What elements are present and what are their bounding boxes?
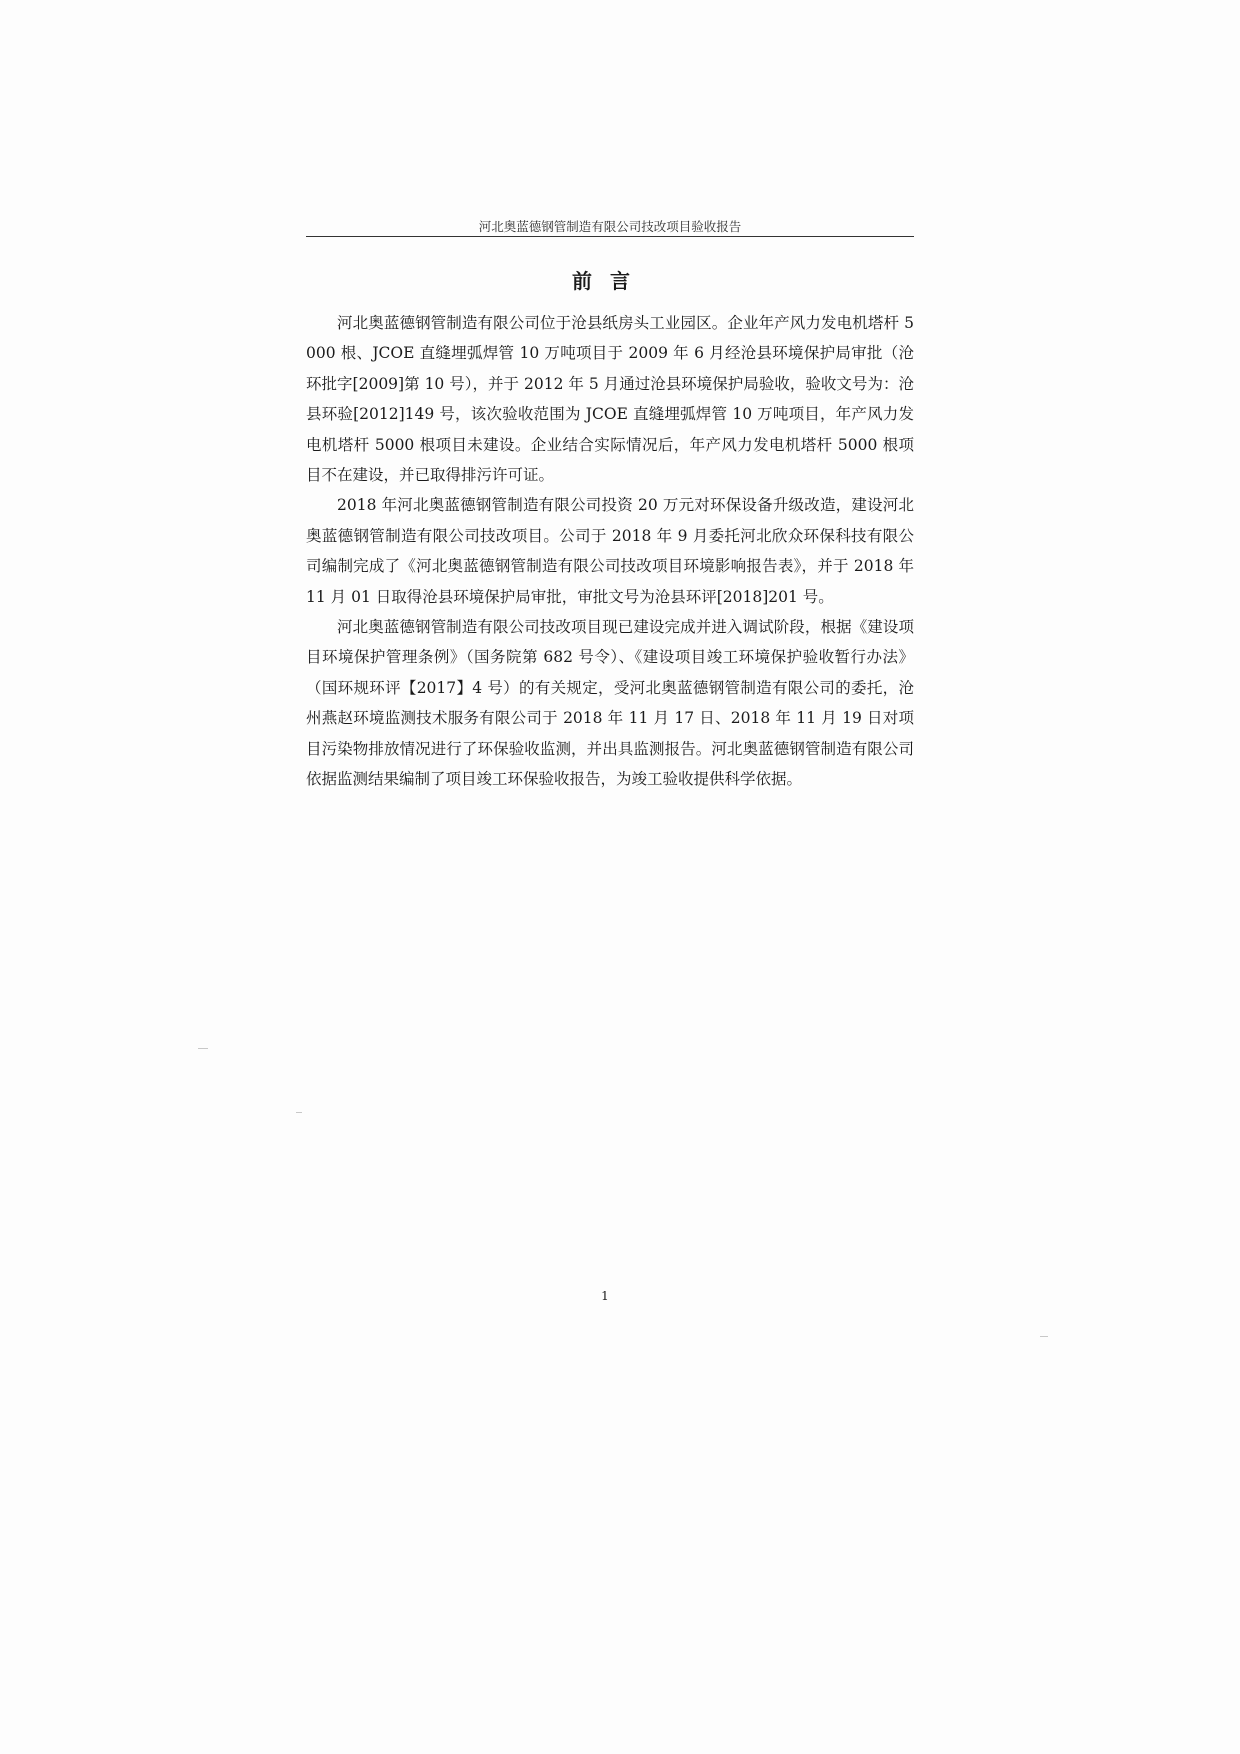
scan-speck	[198, 1048, 208, 1049]
running-header: 河北奥蓝德钢管制造有限公司技改项目验收报告	[478, 219, 742, 234]
scan-speck	[296, 1112, 302, 1113]
section-title: 前言	[572, 269, 648, 293]
header-divider	[306, 236, 914, 237]
scan-speck	[1040, 1336, 1048, 1337]
paragraph-2: 2018 年河北奥蓝德钢管制造有限公司投资 20 万元对环保设备升级改造，建设河北奥蓝德钢管制造有限公司技改项目。公司于 2018 年 9 月委托河北欣众环保科技有限公司编制完成了《河北奥蓝德钢管制造有限公司技改项目环境影响报告表》，并于 2018 年 11 月 01 日取得沧县环境保护局审批，审批文号为沧县环评[2018]201 号。	[306, 496, 914, 606]
body-text	[306, 308, 914, 795]
paragraph-3: 河北奥蓝德钢管制造有限公司技改项目现已建设完成并进入调试阶段，根据《建设项目环境保护管理条例》（国务院第 682 号令）、《建设项目竣工环境保护验收暂行办法》（国环规环评【2017】4 号）的有关规定，受河北奥蓝德钢管制造有限公司的委托，沧州燕赵环境监测技术服务有限公司于 2018 年 11 月 17 日、2018 年 11 月 19 日对项目污染物排放情况进行了环保验收监测，并出具监测报告。河北奥蓝德钢管制造有限公司依据监测结果编制了项目竣工环保验收报告，为竣工验收提供科学依据。	[306, 618, 914, 789]
paragraph-1: 河北奥蓝德钢管制造有限公司位于沧县纸房头工业园区。企业年产风力发电机塔杆 5000 根、JCOE 直缝埋弧焊管 10 万吨项目于 2009 年 6 月经沧县环境保护局审批（沧环批字[2009]第 10 号），并于 2012 年 5 月通过沧县环境保护局验收，验收文号为：沧县环验[2012]149 号，该次验收范围为 JCOE 直缝埋弧焊管 10 万吨项目，年产风力发电机塔杆 5000 根项目未建设。企业结合实际情况后，年产风力发电机塔杆 5000 根项目不在建设，并已取得排污许可证。	[306, 314, 914, 485]
page-number: 1	[601, 1289, 609, 1303]
